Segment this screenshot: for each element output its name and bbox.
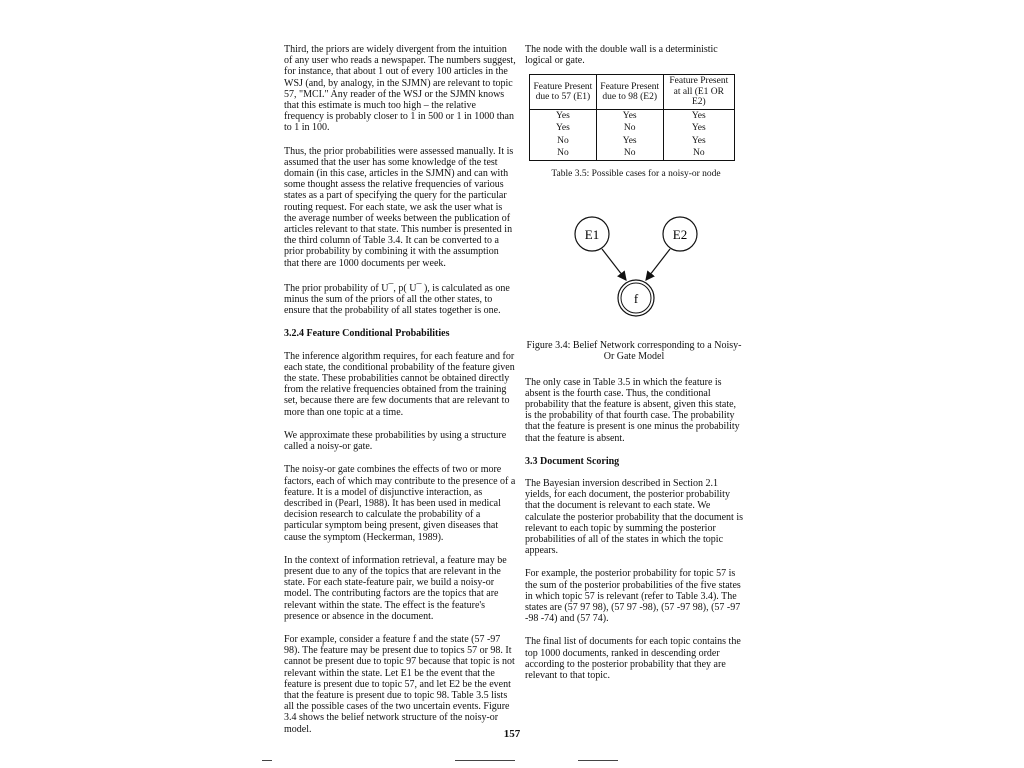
section-heading-3-2-4: 3.2.4 Feature Conditional Probabilities — [284, 328, 450, 340]
table-cell: Yes — [596, 135, 663, 148]
left-paragraph-2: Thus, the prior probabilities were assessed manually. It is assumed that the user has some knowledge of the test domain (in this case, articles in the SJMN) and can with some thought assess the relative frequencies of various states as a part of specifying the query for the particular routing request. For each state, we ask the user what is the average number of weeks between the publication of articles relevant to that state. This number is presented in the third column of Table 3.4. It can be converted to a prior probability by combining it with the assumption that there are 1000 documents per week. — [284, 145, 514, 269]
scan-edge-line — [262, 760, 272, 761]
table-cell: No — [663, 147, 734, 160]
left-paragraph-7: In the context of information retrieval, a feature may be present due to any of the topics that are relevant in the state. For each state-feature pair, we build a noisy-or model. The contributing factors are the topics that are relevant within the state. The effect is the feature's presence or absence in the document. — [284, 554, 507, 622]
edge-e2-f — [646, 249, 670, 280]
right-paragraph-1: The only case in Table 3.5 in which the feature is absent is the fourth case. Thus, the conditional probability that the feature is absent, given this state, is the probability of that fourth case. The probability that the feature is present is one minus the probability that the feature is absent. — [525, 376, 740, 444]
right-intro: The node with the double wall is a deterministic logical or gate. — [525, 44, 718, 67]
table-cell: Yes — [663, 135, 734, 148]
table-cell: Yes — [596, 109, 663, 122]
left-paragraph-8: For example, consider a feature f and the state (57 -97 98). The feature may be present due to topics 57 or 98. It cannot be present due to topic 97 because that topic is not relevant within the state. Let E1 be the event that the feature is present due to topic 57, and let E2 be the event that the feature is present due to topic 98. Table 3.5 lists all the possible cases of the two uncertain events. Figure 3.4 shows the belief network structure of the noisy-or model. — [284, 633, 515, 735]
left-paragraph-4: The inference algorithm requires, for each feature and for each state, the conditional probability of the feature given the state. These probabilities cannot be obtained directly from the relative frequencies obtained from the training set, because there are few documents that are relevant to more than one topic at a time. — [284, 350, 515, 418]
table-row — [530, 122, 735, 135]
table-cell: Yes — [663, 122, 734, 135]
table-header: Feature Present due to 57 (E1) — [530, 75, 597, 110]
table-header: Feature Present at all (E1 OR E2) — [663, 75, 734, 110]
table-row — [530, 147, 735, 160]
right-column — [525, 44, 743, 693]
table-cell: Yes — [663, 109, 734, 122]
scan-edge-line — [578, 760, 618, 761]
table-cell: No — [530, 147, 597, 160]
table-row — [530, 135, 735, 148]
section-heading-3-3: 3.3 Document Scoring — [525, 455, 620, 467]
figure-caption: Figure 3.4: Belief Network corresponding to a Noisy-Or Gate Model — [526, 340, 742, 363]
left-paragraph-6: The noisy-or gate combines the effects of two or more factors, each of which may contribute to the presence of a feature. It is a model of disjunctive interaction, as described in (Pearl, 1988). It has been used in medical decision research to calculate the probability of a particular symptom being present, given diseases that cause the symptom (Heckerman, 1989). — [284, 464, 516, 543]
right-paragraph-2: The Bayesian inversion described in Section 2.1 yields, for each document, the posterior probability that the document is relevant to each state. We calculate the posterior probability that the document is relevant to each topic by summing the posterior probabilities of all of the states in which the topic appears. — [525, 477, 743, 557]
left-paragraph-5: We approximate these probabilities by using a structure called a noisy-or gate. — [284, 429, 507, 453]
noisy-or-table — [529, 74, 735, 161]
left-paragraph-3: The prior probability of U¯, p( U¯ ), is calculated as one minus the sum of the priors of all the other states, to ensure that the probability of all states together is one. — [284, 282, 510, 317]
node-e1-label: E1 — [584, 227, 600, 243]
edge-e1-f — [602, 249, 626, 280]
table-cell: No — [596, 122, 663, 135]
right-paragraph-4: The final list of documents for each topic contains the top 1000 documents, ranked in descending order according to the posterior probability that they are relevant to that topic. — [525, 636, 741, 681]
page-number: 157 — [503, 728, 521, 740]
noisy-or-table-wrap — [529, 74, 743, 180]
table-header-row — [530, 75, 735, 110]
belief-network-diagram — [525, 216, 743, 336]
left-column — [284, 44, 516, 747]
right-paragraph-3: For example, the posterior probability for topic 57 is the sum of the posterior probabilities of the five states in which topic 57 is relevant (refer to Table 3.4). The states are (57 97 98), (57 97 -98), (57 -97 98), (57 -97 -98 -74) and (57 74). — [525, 568, 741, 625]
table-cell: No — [530, 135, 597, 148]
scan-edge-line — [455, 760, 515, 761]
left-paragraph-1: Third, the priors are widely divergent from the intuition of any user who reads a newspaper. The numbers suggest, for instance, that about 1 out of every 100 articles in the WSJ (and, by analogy, in the SJMN) are relevant to topic 57, "MCI." Any reader of the WSJ or the SJMN knows that this estimate is much too high – the relative frequency is probably closer to 1 in 500 or 1 in 1000 than to 1 in 100. — [284, 44, 516, 134]
table-header: Feature Present due to 98 (E2) — [596, 75, 663, 110]
table-cell: No — [596, 147, 663, 160]
node-e2-label: E2 — [672, 227, 688, 243]
table-cell: Yes — [530, 122, 597, 135]
table-caption: Table 3.5: Possible cases for a noisy-or node — [551, 168, 721, 179]
belief-network-svg — [525, 216, 743, 336]
node-f-label: f — [633, 291, 639, 307]
table-cell: Yes — [530, 109, 597, 122]
table-row — [530, 109, 735, 122]
